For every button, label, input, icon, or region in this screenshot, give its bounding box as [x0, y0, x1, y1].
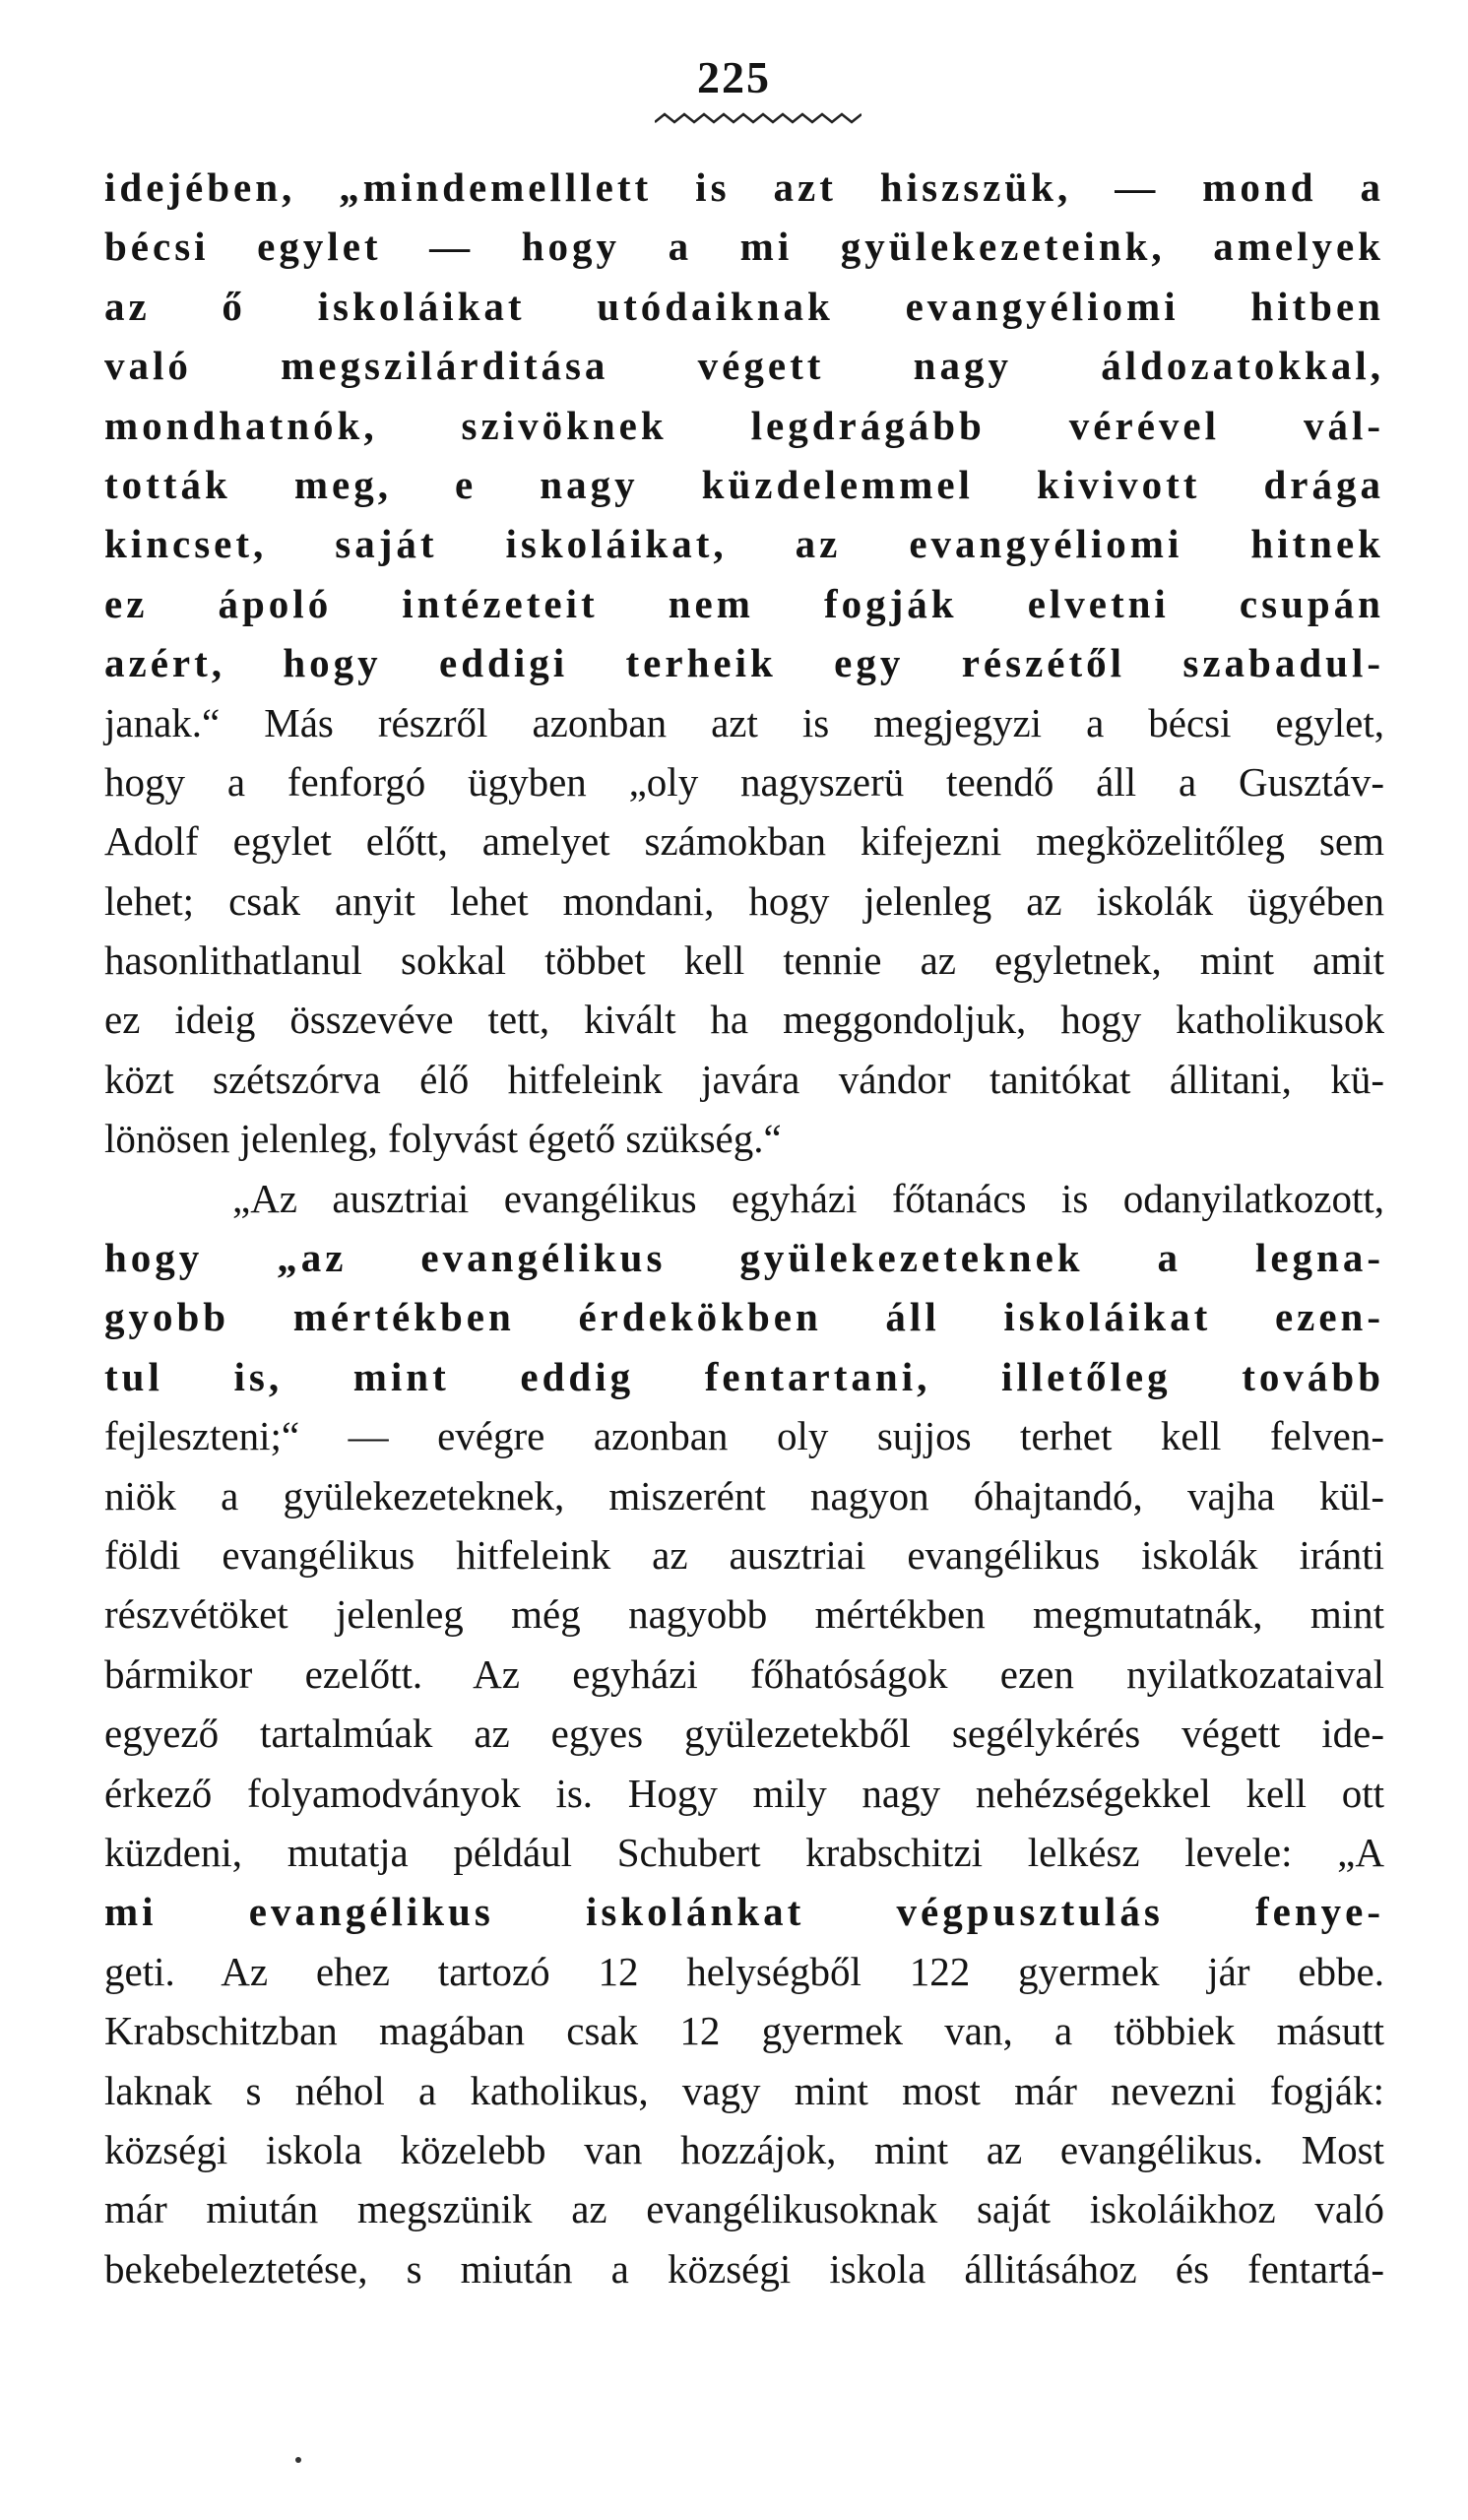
text-line: bekebeleztetése, s miután a községi iskola állitásához és fentartá-: [104, 2245, 1384, 2292]
body-text: [104, 158, 1384, 2298]
text-line: idejében, „mindemelllett is azt hiszszük, — mond a: [104, 164, 1384, 210]
text-line: lönösen jelenleg, folyvást égető szükség.“: [104, 1116, 782, 1162]
text-line: bármikor ezelőtt. Az egyházi főhatóságok ezen nyilatkozataival: [104, 1650, 1384, 1697]
text-line: érkező folyamodványok is. Hogy mily nagy nehézségekkel kell ott: [104, 1770, 1384, 1816]
text-line: hogy a fenforgó ügyben „oly nagyszerü teendő áll a Gusztáv-: [104, 758, 1384, 805]
text-line: már miután megszünik az evangélikusoknak saját iskoláikhoz való: [104, 2186, 1384, 2232]
text-line: küzdeni, mutatja például Schubert krabschitzi lelkész levele: „A: [104, 1829, 1384, 1875]
ink-speck: [295, 2457, 301, 2463]
text-line: lehet; csak anyit lehet mondani, hogy jelenleg az iskolák ügyében: [104, 877, 1384, 924]
text-line: egyező tartalmúak az egyes gyülezetekből segélykérés végett ide-: [104, 1711, 1384, 1757]
text-line: tul is, mint eddig fentartani, illetőleg tovább: [104, 1353, 1384, 1399]
text-line: közt szétszórva élő hitfeleink javára vándor tanitókat állitani, kü-: [104, 1056, 1384, 1102]
text-line: geti. Az ehez tartozó 12 helységből 122 gyermek jár ebbe.: [104, 1948, 1384, 1994]
text-line: való megszilárditása végett nagy áldozatokkal,: [104, 343, 1384, 389]
text-line: fejleszteni;“ — evégre azonban oly sujjos terhet kell felven-: [104, 1413, 1384, 1459]
text-line: Krabschitzban magában csak 12 gyermek van, a többiek másutt: [104, 2008, 1384, 2054]
text-line: azért, hogy eddigi terheik egy részétől szabadul-: [104, 640, 1384, 686]
text-line: kincset, saját iskoláikat, az evangyéliomi hitnek: [104, 521, 1384, 567]
text-line: janak.“ Más részről azonban azt is megjegyzi a bécsi egylet,: [104, 699, 1384, 745]
text-line: ez ápoló intézeteit nem fogják elvetni csupán: [104, 580, 1384, 626]
text-line: bécsi egylet — hogy a mi gyülekezeteink, amelyek: [104, 224, 1384, 270]
page-number: 225: [697, 52, 771, 102]
text-line: részvétöket jelenleg még nagyobb mértékben megmutatnák, mint: [104, 1591, 1384, 1638]
text-line: az ő iskoláikat utódaiknak evangyéliomi hitben: [104, 283, 1384, 329]
text-line: gyobb mértékben érdekökben áll iskoláikat ezen-: [104, 1294, 1384, 1340]
text-line: mi evangélikus iskolánkat végpusztulás fenye-: [104, 1889, 1384, 1935]
text-line: ez ideig összevéve tett, kivált ha meggondoljuk, hogy katholikusok: [104, 997, 1384, 1043]
text-line: földi evangélikus hitfeleink az ausztriai evangélikus iskolák iránti: [104, 1531, 1384, 1578]
text-line: „Az ausztriai evangélikus egyházi főtanács is odanyilatkozott,: [232, 1175, 1384, 1221]
text-line: hogy „az evangélikus gyülekezeteknek a legna-: [104, 1235, 1384, 1281]
text-line: hasonlithatlanul sokkal többet kell tennie az egyletnek, mint amit: [104, 937, 1384, 984]
text-line: községi iskola közelebb van hozzájok, mint az evangélikus. Most: [104, 2126, 1384, 2172]
ornament-divider: [655, 112, 862, 132]
text-line: niök a gyülekezeteknek, miszerént nagyon óhajtandó, vajha kül-: [104, 1472, 1384, 1518]
text-line: tották meg, e nagy küzdelemmel kivivott drága: [104, 461, 1384, 507]
text-line: mondhatnók, szivöknek legdrágább vérével vál-: [104, 402, 1384, 448]
text-line: Adolf egylet előtt, amelyet számokban kifejezni megközelitőleg sem: [104, 818, 1384, 865]
text-line: laknak s néhol a katholikus, vagy mint most már nevezni fogják:: [104, 2067, 1384, 2113]
